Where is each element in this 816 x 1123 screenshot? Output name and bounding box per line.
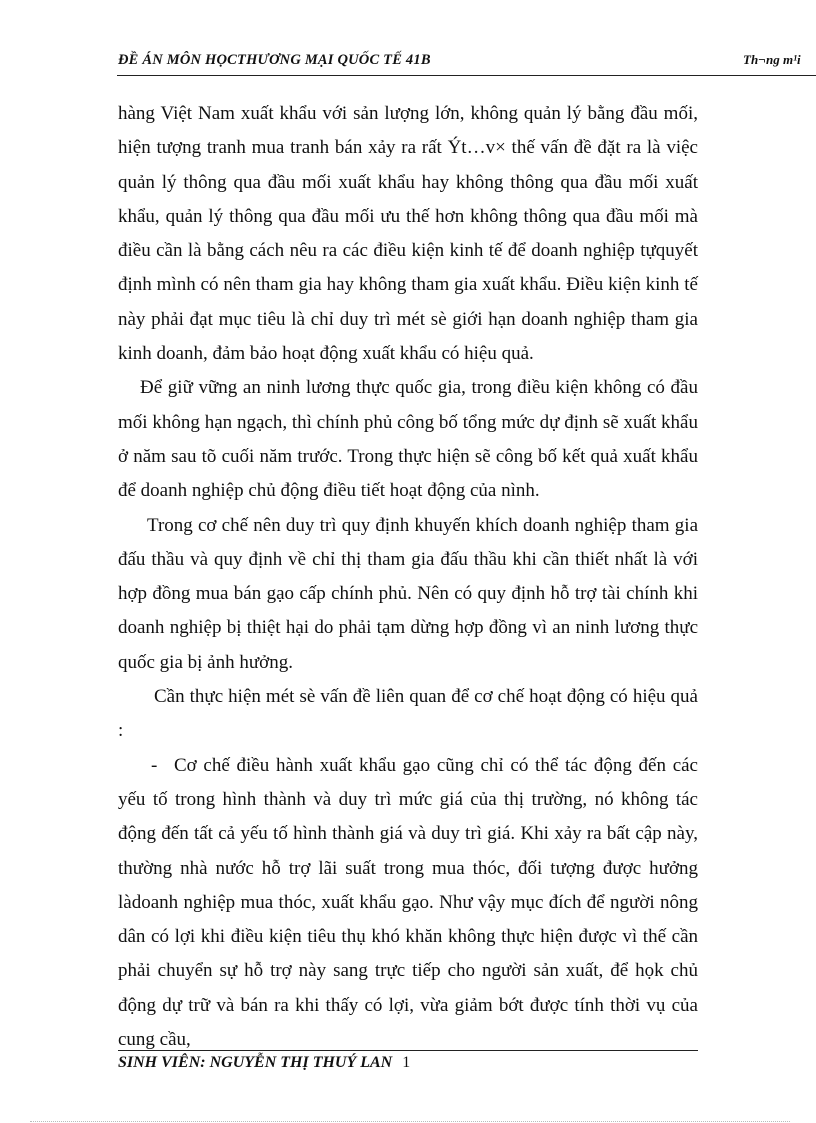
paragraph-5-text: Cơ chế điều hành xuất khẩu gạo cũng chỉ có thể tác động đến các yếu tố trong hình thành và duy trì mức giá của thị trường, nó không tác động đến tất cả yếu tố hình thành giá và duy trì giá. Khi xảy ra bất cập này, thường nhà nước hỗ trợ lãi suất trong mua thóc, đối tượng được hưởng làdoanh nghiệp mua thóc, xuất khẩu gạo. Như vậy mục đích để người nông dân có lợi khi điều kiện tiêu thụ khó khăn không thực hiện được vì thế cần phải chuyển sự hỗ trợ này sang trực tiếp cho người sản xuất, để họk chủ động dự trữ và bán ra khi thấy có lợi, vừa giảm bớt được tính thời vụ của cung cầu, bbox=[118, 754, 698, 1051]
footer-divider bbox=[118, 1050, 698, 1051]
paragraph-5 bbox=[118, 749, 698, 1058]
page-bottom-edge bbox=[30, 1121, 790, 1122]
bullet-dash: - bbox=[151, 754, 158, 776]
paragraph-1: hàng Việt Nam xuất khẩu với sản lượng lớn, không quản lý bằng đầu mối, hiện tượng tranh mua tranh bán xảy ra rất Ýt…v× thế vấn đề đặt ra là việc quản lý thông qua đầu mối xuất khẩu hay không thông qua đầu mối xuất khẩu, quản lý thông qua đầu mối ưu thế hơn không thông qua đầu mối mà điều cần là bằng cách nêu ra các điều kiện kinh tế để doanh nghiệp tựquyết định mình có nên tham gia hay không tham gia xuất khẩu. Điều kiện kinh tế này phải đạt mục tiêu là chỉ duy trì mét sè giới hạn doanh nghiệp tham gia kinh doanh, đảm bảo hoạt động xuất khẩu có hiệu quả. bbox=[118, 103, 698, 365]
paragraph-4: Cần thực hiện mét sè vấn đề liên quan để cơ chế hoạt động có hiệu quả : bbox=[118, 686, 698, 742]
paragraph-2: Để giữ vững an ninh lương thực quốc gia, trong điều kiện không có đầu mối không hạn ngạch, thì chính phủ công bố tổng mức dự định sẽ xuất khẩu ở năm sau tõ cuối năm trước. Trong thực hiện sẽ công bố kết quả xuất khẩu để doanh nghiệp chủ động điều tiết hoạt động của nình. bbox=[118, 377, 698, 502]
document-body bbox=[118, 97, 698, 1057]
footer-author: SINH VIÊN: NGUYỄN THỊ THUÝ LAN bbox=[118, 1054, 393, 1071]
page-header-title: ĐỀ ÁN MÔN HỌCTHƯƠNG MẠI QUỐC TẾ 41B bbox=[118, 52, 431, 68]
page-header-right: Th¬ng m¹i bbox=[743, 52, 801, 67]
paragraph-3: Trong cơ chế nên duy trì quy định khuyến khích doanh nghiệp tham gia đấu thầu và quy định về chỉ thị tham gia đấu thầu khi cần thiết nhất là với hợp đồng mua bán gạo cấp chính phủ. Nên có quy định hỗ trợ tài chính khi doanh nghiệp bị thiệt hại do phải tạm dừng hợp đồng vì an ninh lương thực quốc gia bị ảnh hưởng. bbox=[118, 514, 698, 673]
page-number: 1 bbox=[402, 1054, 411, 1071]
page-footer bbox=[118, 1054, 410, 1072]
header-divider bbox=[117, 75, 816, 76]
